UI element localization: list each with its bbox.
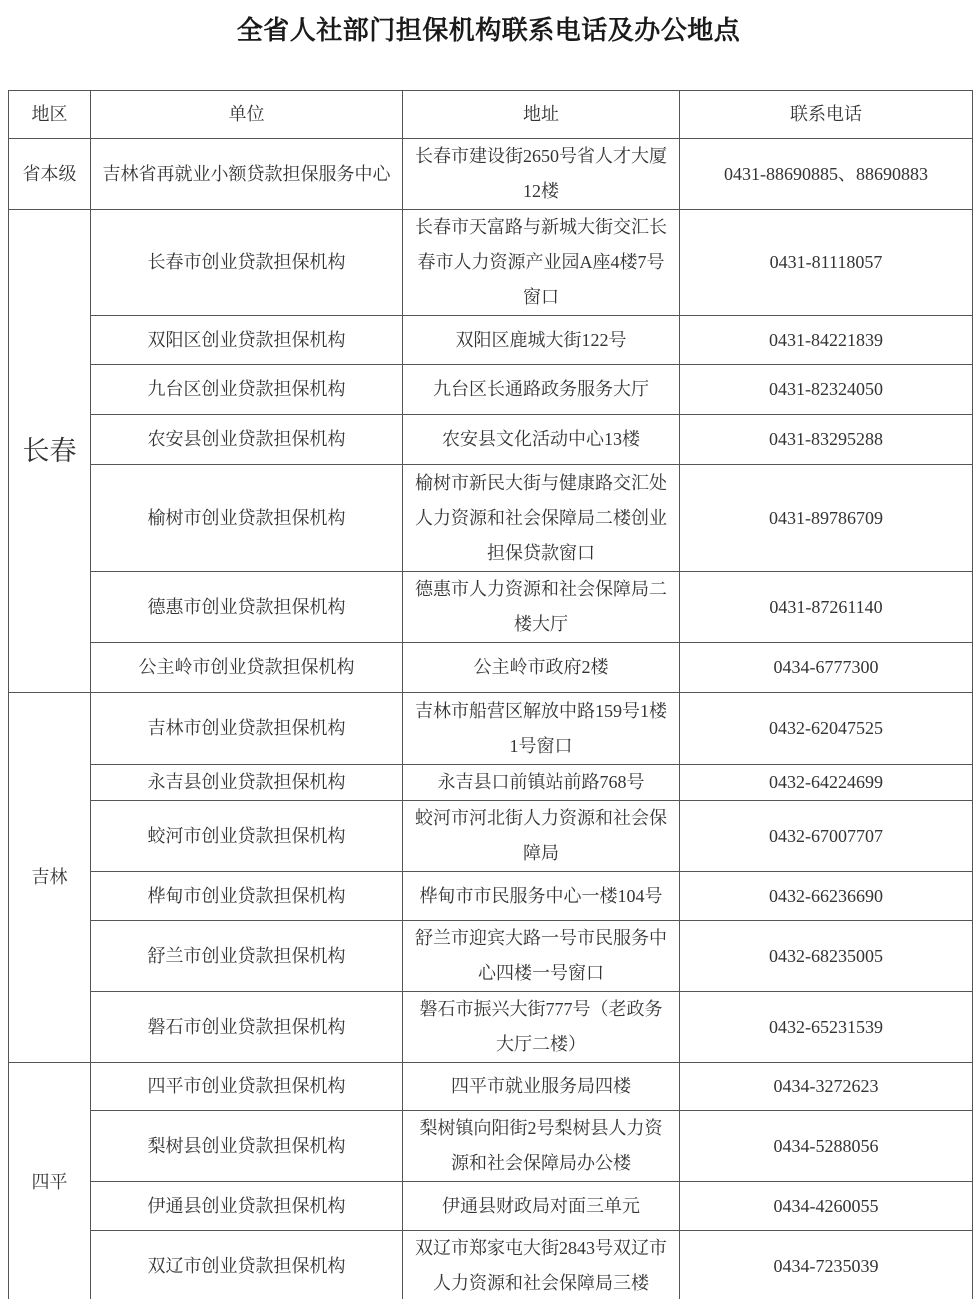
address-cell: 吉林市船营区解放中路159号1楼1号窗口 bbox=[403, 693, 680, 765]
phone-cell: 0431-84221839 bbox=[680, 316, 973, 365]
address-cell: 舒兰市迎宾大路一号市民服务中心四楼一号窗口 bbox=[403, 921, 680, 992]
address-cell: 双阳区鹿城大街122号 bbox=[403, 316, 680, 365]
phone-cell: 0432-68235005 bbox=[680, 921, 973, 992]
unit-cell: 四平市创业贷款担保机构 bbox=[91, 1063, 403, 1111]
phone-cell: 0432-66236690 bbox=[680, 872, 973, 921]
phone-cell: 0431-82324050 bbox=[680, 365, 973, 415]
unit-cell: 长春市创业贷款担保机构 bbox=[91, 210, 403, 316]
header-phone: 联系电话 bbox=[680, 91, 973, 139]
table-header-row bbox=[9, 91, 973, 139]
address-cell: 农安县文化活动中心13楼 bbox=[403, 415, 680, 465]
address-cell: 榆树市新民大街与健康路交汇处人力资源和社会保障局二楼创业担保贷款窗口 bbox=[403, 465, 680, 572]
unit-cell: 公主岭市创业贷款担保机构 bbox=[91, 643, 403, 693]
address-cell: 蛟河市河北街人力资源和社会保障局 bbox=[403, 801, 680, 872]
table-row bbox=[9, 1111, 973, 1182]
address-cell: 长春市天富路与新城大街交汇长春市人力资源产业园A座4楼7号窗口 bbox=[403, 210, 680, 316]
table-row bbox=[9, 139, 973, 210]
address-cell: 四平市就业服务局四楼 bbox=[403, 1063, 680, 1111]
header-region: 地区 bbox=[9, 91, 91, 139]
unit-cell: 德惠市创业贷款担保机构 bbox=[91, 572, 403, 643]
header-address: 地址 bbox=[403, 91, 680, 139]
address-cell: 伊通县财政局对面三单元 bbox=[403, 1182, 680, 1231]
address-cell: 梨树镇向阳街2号梨树县人力资源和社会保障局办公楼 bbox=[403, 1111, 680, 1182]
address-cell: 长春市建设街2650号省人才大厦12楼 bbox=[403, 139, 680, 210]
phone-cell: 0434-4260055 bbox=[680, 1182, 973, 1231]
phone-cell: 0431-89786709 bbox=[680, 465, 973, 572]
table-row bbox=[9, 1231, 973, 1299]
table-row bbox=[9, 872, 973, 921]
table-row bbox=[9, 643, 973, 693]
table-row bbox=[9, 316, 973, 365]
unit-cell: 农安县创业贷款担保机构 bbox=[91, 415, 403, 465]
table-row bbox=[9, 921, 973, 992]
phone-cell: 0434-7235039 bbox=[680, 1231, 973, 1299]
phone-cell: 0431-87261140 bbox=[680, 572, 973, 643]
phone-cell: 0434-6777300 bbox=[680, 643, 973, 693]
phone-cell: 0434-3272623 bbox=[680, 1063, 973, 1111]
table-row bbox=[9, 465, 973, 572]
unit-cell: 舒兰市创业贷款担保机构 bbox=[91, 921, 403, 992]
phone-cell: 0431-88690885、88690883 bbox=[680, 139, 973, 210]
phone-cell: 0431-83295288 bbox=[680, 415, 973, 465]
table-row bbox=[9, 765, 973, 801]
unit-cell: 吉林省再就业小额贷款担保服务中心 bbox=[91, 139, 403, 210]
phone-cell: 0432-62047525 bbox=[680, 693, 973, 765]
address-cell: 永吉县口前镇站前路768号 bbox=[403, 765, 680, 801]
table-body bbox=[9, 139, 973, 1299]
address-cell: 双辽市郑家屯大街2843号双辽市人力资源和社会保障局三楼 bbox=[403, 1231, 680, 1299]
region-cell: 省本级 bbox=[9, 139, 91, 210]
address-cell: 九台区长通路政务服务大厅 bbox=[403, 365, 680, 415]
address-cell: 德惠市人力资源和社会保障局二楼大厅 bbox=[403, 572, 680, 643]
region-cell: 长春 bbox=[9, 210, 91, 693]
table-row bbox=[9, 365, 973, 415]
unit-cell: 双辽市创业贷款担保机构 bbox=[91, 1231, 403, 1299]
unit-cell: 蛟河市创业贷款担保机构 bbox=[91, 801, 403, 872]
phone-cell: 0432-64224699 bbox=[680, 765, 973, 801]
region-cell: 吉林 bbox=[9, 693, 91, 1063]
unit-cell: 双阳区创业贷款担保机构 bbox=[91, 316, 403, 365]
table-header bbox=[9, 91, 973, 139]
phone-cell: 0431-81118057 bbox=[680, 210, 973, 316]
phone-cell: 0432-65231539 bbox=[680, 992, 973, 1063]
unit-cell: 榆树市创业贷款担保机构 bbox=[91, 465, 403, 572]
table-row bbox=[9, 415, 973, 465]
address-cell: 桦甸市市民服务中心一楼104号 bbox=[403, 872, 680, 921]
region-cell: 四平 bbox=[9, 1063, 91, 1299]
header-unit: 单位 bbox=[91, 91, 403, 139]
table-row bbox=[9, 210, 973, 316]
phone-cell: 0434-5288056 bbox=[680, 1111, 973, 1182]
unit-cell: 梨树县创业贷款担保机构 bbox=[91, 1111, 403, 1182]
unit-cell: 磐石市创业贷款担保机构 bbox=[91, 992, 403, 1063]
unit-cell: 永吉县创业贷款担保机构 bbox=[91, 765, 403, 801]
table-row bbox=[9, 693, 973, 765]
address-cell: 磐石市振兴大街777号（老政务大厅二楼） bbox=[403, 992, 680, 1063]
guarantee-agency-table bbox=[8, 90, 973, 1299]
phone-cell: 0432-67007707 bbox=[680, 801, 973, 872]
table-row bbox=[9, 992, 973, 1063]
table-row bbox=[9, 1182, 973, 1231]
address-cell: 公主岭市政府2楼 bbox=[403, 643, 680, 693]
table-row bbox=[9, 801, 973, 872]
table-row bbox=[9, 572, 973, 643]
table-row bbox=[9, 1063, 973, 1111]
unit-cell: 九台区创业贷款担保机构 bbox=[91, 365, 403, 415]
unit-cell: 伊通县创业贷款担保机构 bbox=[91, 1182, 403, 1231]
unit-cell: 桦甸市创业贷款担保机构 bbox=[91, 872, 403, 921]
unit-cell: 吉林市创业贷款担保机构 bbox=[91, 693, 403, 765]
page-title: 全省人社部门担保机构联系电话及办公地点 bbox=[236, 15, 741, 45]
